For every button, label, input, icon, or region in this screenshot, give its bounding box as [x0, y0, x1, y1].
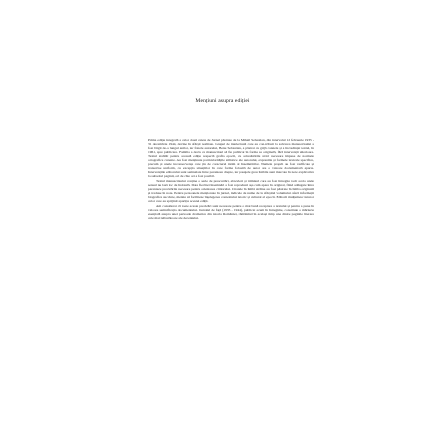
paragraph: Textul manuscrisului conține o serie de prescurtări, abrevieri și trimiteri care au fost întregite tacit acolo unde sensul nu lasă loc de îndoială. Data fiecărei însemnări a fost reprodusă așa cum apare în original, fiind adăugate între paranteze precizările necesare pentru orientarea cititorului. Citatele în limbi străine au fost păstrate în limba originală și traduse în note. Pentru persoanele menționate în jurnal, indicele de nume de la sfârșitul volumului oferă informații biografice succinte, menite să faciliteze înțelegerea contextului istoric și cultural al epocii. Editorii mulțumesc tuturor celor care au sprijinit apariția acestei ediții.	[148, 179, 314, 204]
page-heading: Mențiuni asupra ediției	[195, 98, 250, 104]
paragraph: Prima ediție integrală a celor două caiete de Jurnal păstrate de la Mihail Sebastian, din intervalul 12 februarie 1935 - 31 decembrie 1944, devine în sfârșit realitate. Grupul de intelectuali care au con-tribuit la salvarea manuscrisului a fost lărgit de-a lungul anilor, iar fratele autorului, Benu Sebastian, a păstrat cu grijă caietele și a încredințat textul, în 1961, spre publicare. Familia a decis ca manuscrisul să fie publicat în forma sa originală, fără intervenții ulterioare. Textul stabilit pentru această ediție respectă grafia epocii, cu actualizările strict necesare impuse de normele ortografice curente. Au fost menținute particularitățile stilistice ale autorului, expresiile și formele lexicale specifice, precum și unele inconsecvențe care țin de caracterul intim al însemnărilor. Numele proprii au fost verificate și transcrise uniform, cu excepția situațiilor în care forma folosită de autor are o valoare documentară aparte. Intervențiile editorului sunt semnalate între paranteze drepte, iar pasajele greu lizibile sunt marcate în note explicative la subsolul paginii, ori de câte ori a fost posibil.	[148, 138, 314, 179]
body-text	[148, 138, 314, 221]
paragraph: Am considerat că toate aceste precizări sunt necesare pentru o mai bună receptare a textului și pentru a pune în valoare semnificația documentului. Jurnalul de față (1935 - 1944), publicat acum în întregime, constituie o mărturie esențială asupra unei perioade dramatice din istoria României, rămânând în același timp una dintre paginile literare cele mai tulburătoare ale deceniului.	[148, 203, 314, 221]
